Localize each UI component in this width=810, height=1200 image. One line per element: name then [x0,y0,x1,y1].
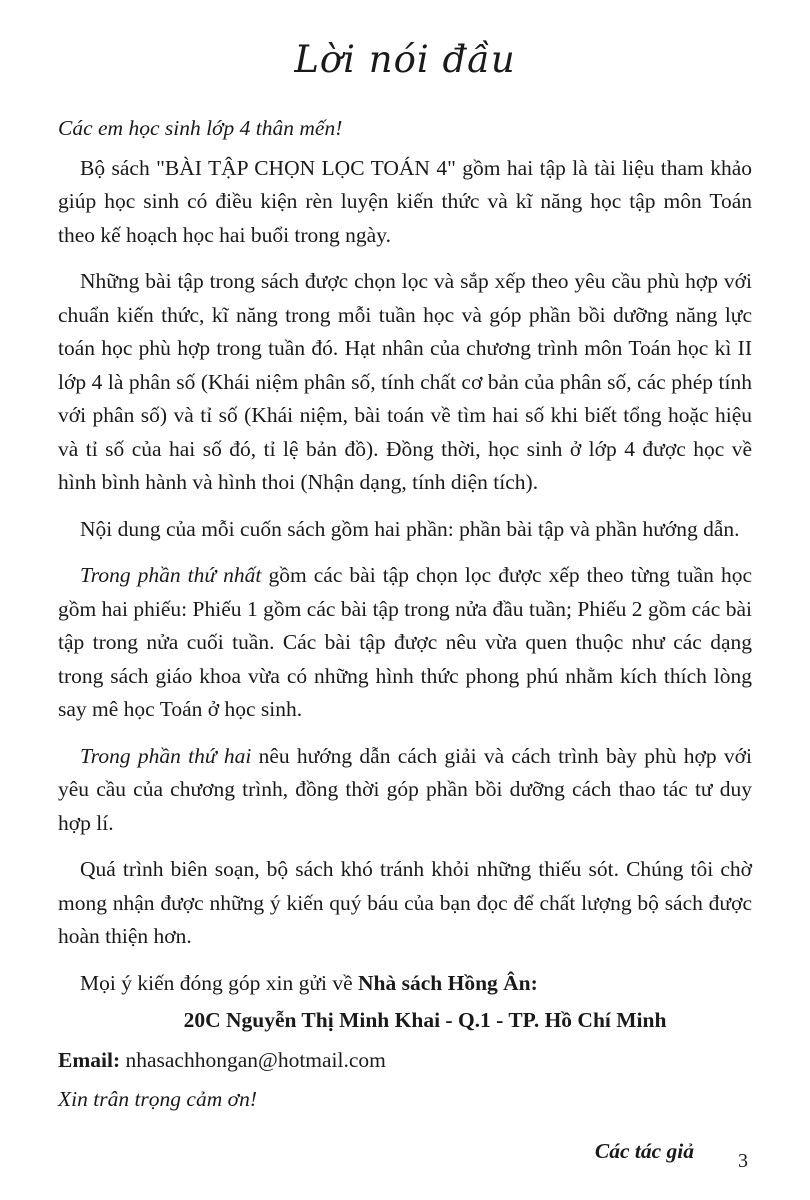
part-two-lead: Trong phần thứ hai [80,743,252,768]
email-line [58,1044,752,1078]
part-one-text: gồm các bài tập chọn lọc được xếp theo từng tuần học gồm hai phiếu: Phiếu 1 gồm các bài tập trong nửa đầu tuần; Phiếu 2 gồm các bài tập trong nửa cuối tuần. Các bài tập được nêu vừa quen thuộc như các dạng trong sách giáo khoa vừa có những hình thức phong phú nhằm kích thích lòng say mê học Toán ở học sinh. [58,563,752,721]
page-title: Lời nói đầu [294,38,516,81]
email-label: Email: [58,1047,121,1072]
part-one-lead: Trong phần thứ nhất [80,563,262,587]
paragraph-feedback: Quá trình biên soạn, bộ sách khó tránh khỏi những thiếu sót. Chúng tôi chờ mong nhận được những ý kiến quý báu của bạn đọc để chất lượng bộ sách được hoàn thiện hơn. [58,857,752,948]
paragraph-contact [58,967,752,1001]
signature: Các tác giả [594,1138,694,1163]
paragraph-part-two [58,740,752,841]
contact-lead: Mọi ý kiến đóng góp xin gửi về [80,970,358,995]
paragraph-structure: Nội dung của mỗi cuốn sách gồm hai phần: phần bài tập và phần hướng dẫn. [80,516,740,541]
paragraph-part-one [58,559,752,727]
greeting: Các em học sinh lớp 4 thân mến! [58,116,343,140]
page-number: 3 [738,1150,748,1172]
document-body [58,112,752,1181]
publisher-name: Nhà sách Hồng Ân: [358,970,538,995]
thanks-line: Xin trân trọng cảm ơn! [58,1087,257,1111]
email-address: nhasachhongan@hotmail.com [120,1047,386,1072]
part-two-text: nêu hướng dẫn cách giải và cách trình bày phù hợp với yêu cầu của chương trình, đồng thời góp phần bồi dưỡng cách thao tác tư duy hợp lí. [58,743,752,835]
publisher-address: 20C Nguyễn Thị Minh Khai - Q.1 - TP. Hồ Chí Minh [183,1008,667,1032]
paragraph-content-scope: Những bài tập trong sách được chọn lọc và sắp xếp theo yêu cầu phù hợp với chuẩn kiến thức, kĩ năng trong mỗi tuần học và góp phần bồi dưỡng năng lực toán học phù hợp trong tuần đó. Hạt nhân của chương trình môn Toán học kì II lớp 4 là phân số (Khái niệm phân số, tính chất cơ bản của phân số, các phép tính với phân số) và tỉ số (Khái niệm, bài toán về tìm hai số khi biết tổng hoặc hiệu và tỉ số của hai số đó, tỉ lệ bản đồ). Đồng thời, học sinh ở lớp 4 được học về hình bình hành và hình thoi (Nhận dạng, tính diện tích). [58,269,752,494]
paragraph-intro: Bộ sách "BÀI TẬP CHỌN LỌC TOÁN 4" gồm hai tập là tài liệu tham khảo giúp học sinh có điều kiện rèn luyện kiến thức và kĩ năng học tập môn Toán theo kế hoạch học hai buổi trong ngày. [58,155,752,247]
